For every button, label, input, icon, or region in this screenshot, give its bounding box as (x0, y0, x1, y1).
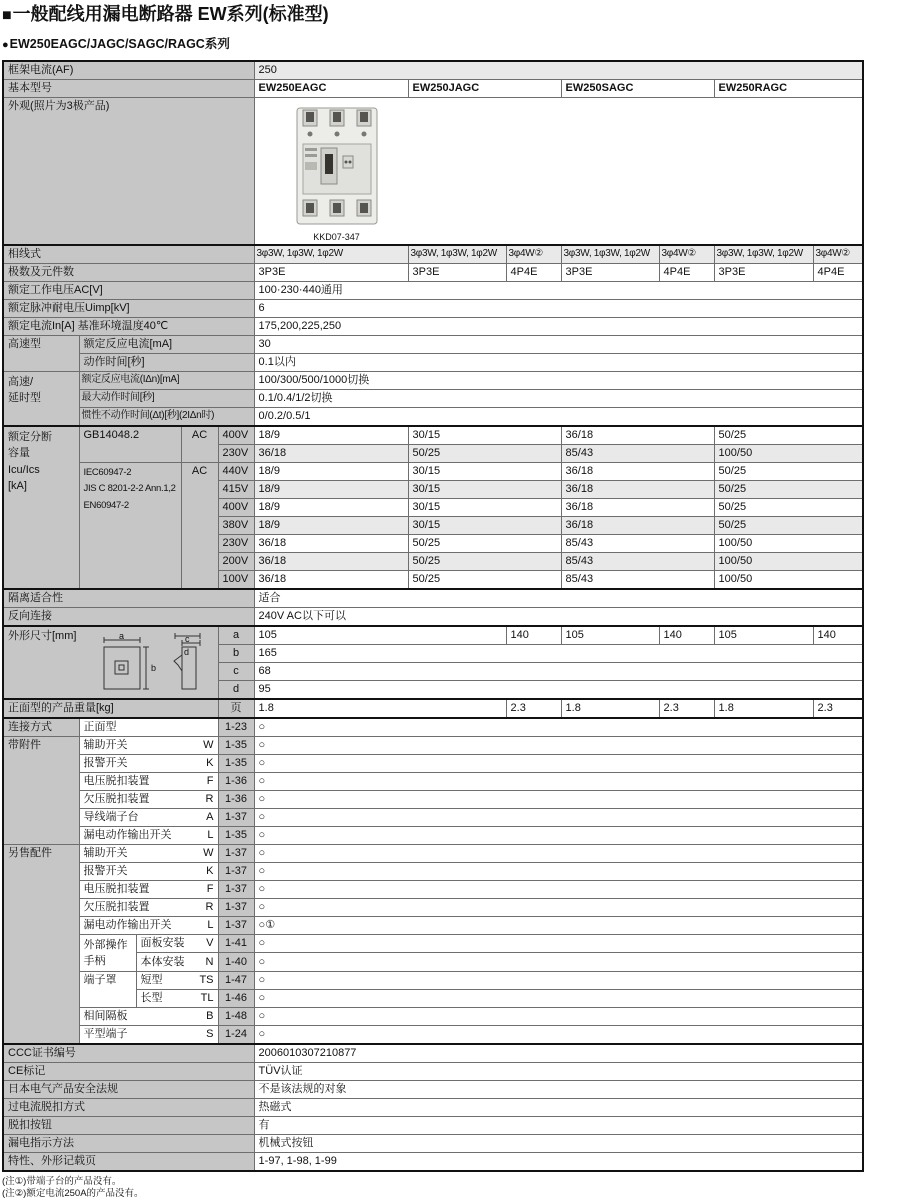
voltage-label: 415V (218, 480, 254, 498)
breaking-value: 36/18 (561, 480, 714, 498)
table-row (3, 826, 863, 844)
table-row (3, 1007, 863, 1025)
accessory-code: R (205, 900, 214, 913)
row-label: 反向连接 (3, 607, 254, 626)
spec-value: 0.1/0.4/1/2切换 (254, 389, 863, 407)
accessory-cell (79, 862, 218, 880)
availability-mark: ○ (254, 808, 863, 826)
model-name: EW250SAGC (561, 80, 714, 98)
accessory-name: 漏电动作输出开关 (83, 828, 172, 841)
row-label: 极数及元件数 (3, 263, 254, 281)
phase-value: 3φ3W, 1φ3W, 1φ2W (561, 245, 659, 264)
breaking-value: 85/43 (561, 534, 714, 552)
spec-value: 240V AC以下可以 (254, 607, 863, 626)
breaking-value: 36/18 (561, 516, 714, 534)
section-label (3, 371, 79, 426)
section-label-line: [kA] (8, 480, 27, 493)
section-label: 另售配件 (3, 844, 79, 1043)
current-type-label: AC (181, 426, 218, 463)
page-ref: 1-37 (218, 808, 254, 826)
voltage-label: 100V (218, 570, 254, 589)
accessory-cell (136, 953, 218, 971)
row-label: CCC证书编号 (3, 1044, 254, 1063)
table-row (3, 61, 863, 80)
availability-mark: ○ (254, 1007, 863, 1025)
page-ref: 1-46 (218, 989, 254, 1007)
dim-letter-label: b (218, 644, 254, 662)
availability-mark: ○ (254, 971, 863, 989)
row-label: 特性、外形记载页 (3, 1152, 254, 1171)
page-title-text: 一般配线用漏电断路器 EW系列(标准型) (12, 4, 329, 24)
table-row (3, 462, 863, 480)
accessory-name: 短型 (140, 973, 163, 986)
breaking-value: 30/15 (408, 426, 561, 445)
weight-value: 1.8 (561, 699, 659, 718)
availability-mark: ○ (254, 826, 863, 844)
dim-letter-d: d (183, 646, 189, 657)
weight-value: 1.8 (714, 699, 813, 718)
accessory-code: R (205, 792, 214, 805)
weight-value: 2.3 (813, 699, 863, 718)
accessory-name: 面板安装 (140, 937, 185, 950)
accessory-name: 辅助开关 (83, 846, 128, 859)
poles-value: 3P3E (714, 263, 813, 281)
accessory-cell (79, 1025, 218, 1044)
spec-value: 0.1以内 (254, 353, 863, 371)
table-row (3, 790, 863, 808)
spec-value: 有 (254, 1116, 863, 1134)
dim-letter-label: a (218, 626, 254, 645)
voltage-label: 440V (218, 462, 254, 480)
accessory-name: 正面型 (79, 718, 218, 737)
dim-letter-label: d (218, 680, 254, 699)
breaking-value: 30/15 (408, 480, 561, 498)
availability-mark: ○ (254, 754, 863, 772)
breaking-value: 85/43 (561, 570, 714, 589)
dim-value: 140 (659, 626, 714, 645)
circle-bullet-icon: ● (2, 39, 9, 51)
breaking-value: 50/25 (714, 498, 863, 516)
voltage-label: 400V (218, 426, 254, 445)
page-ref: 1-48 (218, 1007, 254, 1025)
accessory-group-label (79, 934, 136, 971)
spec-value: 机械式按钮 (254, 1134, 863, 1152)
breaking-value: 50/25 (714, 516, 863, 534)
row-label: 框架电流(AF) (3, 61, 254, 80)
accessory-group-line: 手柄 (83, 955, 106, 968)
section-label: 高速型 (3, 335, 79, 371)
availability-mark: ○ (254, 898, 863, 916)
breaking-value: 36/18 (254, 552, 408, 570)
row-label: 正面型的产品重量[kg] (3, 699, 218, 718)
accessory-code: W (203, 738, 214, 751)
poles-value: 3P3E (408, 263, 506, 281)
dim-value: 105 (254, 626, 506, 645)
availability-mark: ○ (254, 844, 863, 862)
spec-value: 不是该法规的对象 (254, 1080, 863, 1098)
page-ref: 1-40 (218, 953, 254, 971)
accessory-code: S (206, 1027, 214, 1040)
accessory-name: 欠压脱扣装置 (83, 792, 150, 805)
breaking-value: 30/15 (408, 498, 561, 516)
accessory-cell (79, 916, 218, 934)
spec-value: 100·230·440通用 (254, 281, 863, 299)
accessory-cell (136, 971, 218, 989)
page-ref: 1-36 (218, 772, 254, 790)
section-label: 连接方式 (3, 718, 79, 737)
breaking-value: 85/43 (561, 444, 714, 462)
accessory-cell (79, 754, 218, 772)
table-row (3, 353, 863, 371)
page-ref: 1-36 (218, 790, 254, 808)
footnote-1: (注①)带端子台的产品没有。 (2, 1175, 122, 1187)
accessory-code: W (203, 846, 214, 859)
table-row (3, 317, 863, 335)
phase-value: 3φ3W, 1φ3W, 1φ2W (254, 245, 408, 264)
accessory-name: 平型端子 (83, 1027, 128, 1040)
model-name: EW250EAGC (254, 80, 408, 98)
breaking-value: 36/18 (561, 426, 714, 445)
dimensions-label-cell (3, 626, 218, 699)
row-label: 外形尺寸[mm] (8, 629, 77, 642)
weight-value: 2.3 (659, 699, 714, 718)
accessory-code: V (206, 937, 214, 950)
accessory-code: A (206, 810, 214, 823)
voltage-label: 400V (218, 498, 254, 516)
standard-label: GB14048.2 (79, 426, 181, 463)
table-row (3, 1025, 863, 1044)
accessory-name: 电压脱扣装置 (83, 882, 150, 895)
dim-value: 68 (254, 662, 863, 680)
dim-value: 95 (254, 680, 863, 699)
series-subtitle-text: EW250EAGC/JAGC/SAGC/RAGC系列 (9, 37, 230, 51)
standard-label (79, 462, 181, 589)
row-label: 最大动作时间[秒] (79, 389, 254, 407)
spec-table (2, 60, 864, 1172)
section-label-line: Icu/Ics (8, 463, 40, 476)
table-row (3, 299, 863, 317)
breaking-value: 100/50 (714, 552, 863, 570)
spec-value: 2006010307210877 (254, 1044, 863, 1063)
poles-value: 3P3E (561, 263, 659, 281)
table-row (3, 934, 863, 952)
photo-caption: KKD07-347 (313, 232, 360, 243)
row-label: 额定脉冲耐电压Uimp[kV] (3, 299, 254, 317)
table-row (3, 862, 863, 880)
page-ref: 1-35 (218, 754, 254, 772)
availability-mark: ○ (254, 736, 863, 754)
accessory-group-label: 端子罩 (79, 971, 136, 1007)
breaking-value: 30/15 (408, 516, 561, 534)
weight-value: 2.3 (506, 699, 561, 718)
row-label: 外观(照片为3极产品) (3, 98, 254, 245)
footnotes (2, 1176, 900, 1200)
page-ref: 1-37 (218, 916, 254, 934)
page-ref: 1-37 (218, 880, 254, 898)
square-bullet-icon: ■ (2, 7, 12, 24)
model-name: EW250JAGC (408, 80, 561, 98)
page-ref: 1-35 (218, 826, 254, 844)
page-ref: 1-41 (218, 934, 254, 952)
row-label: 额定电流In[A] 基准环境温度40℃ (3, 317, 254, 335)
accessory-name: 欠压脱扣装置 (83, 900, 150, 913)
availability-mark: ○ (254, 880, 863, 898)
accessory-code: N (205, 955, 214, 968)
phase-value: 3φ4W② (659, 245, 714, 264)
product-photo (295, 106, 379, 226)
spec-value: 250 (254, 61, 863, 80)
breaking-value: 18/9 (254, 480, 408, 498)
accessory-cell (79, 808, 218, 826)
table-row (3, 898, 863, 916)
availability-mark: ○ (254, 772, 863, 790)
table-row (3, 1062, 863, 1080)
page-ref: 1-37 (218, 844, 254, 862)
breaking-value: 50/25 (408, 552, 561, 570)
table-row (3, 718, 863, 737)
table-row (3, 626, 863, 645)
row-label: 日本电气产品安全法规 (3, 1080, 254, 1098)
appearance-cell (254, 98, 863, 245)
accessory-cell (79, 880, 218, 898)
table-row (3, 736, 863, 754)
table-row (3, 607, 863, 626)
breaking-value: 100/50 (714, 534, 863, 552)
page-ref: 1-47 (218, 971, 254, 989)
model-name: EW250RAGC (714, 80, 863, 98)
breaking-value: 50/25 (408, 570, 561, 589)
table-row (3, 589, 863, 608)
availability-mark: ○ (254, 934, 863, 952)
breaking-value: 30/15 (408, 462, 561, 480)
breaking-value: 50/25 (714, 480, 863, 498)
spec-value: 6 (254, 299, 863, 317)
table-row (3, 808, 863, 826)
page-ref: 1-35 (218, 736, 254, 754)
breaking-value: 18/9 (254, 426, 408, 445)
table-row (3, 426, 863, 445)
table-row (3, 1080, 863, 1098)
page-title (2, 2, 900, 28)
phase-value: 3φ3W, 1φ3W, 1φ2W (408, 245, 506, 264)
availability-mark: ○ (254, 1025, 863, 1044)
dim-value: 105 (561, 626, 659, 645)
table-row (3, 98, 863, 245)
breaking-value: 50/25 (408, 444, 561, 462)
section-label-line: 高速/ (8, 375, 34, 388)
table-row (3, 1152, 863, 1171)
poles-value: 3P3E (254, 263, 408, 281)
accessory-cell (136, 989, 218, 1007)
page-ref: 1-37 (218, 898, 254, 916)
phase-value: 3φ4W② (506, 245, 561, 264)
availability-mark: ○ (254, 862, 863, 880)
breaking-value: 18/9 (254, 462, 408, 480)
spec-value: 适合 (254, 589, 863, 608)
accessory-name: 相间隔板 (83, 1009, 128, 1022)
table-row (3, 699, 863, 718)
dim-letter-label: c (218, 662, 254, 680)
spec-value: 175,200,225,250 (254, 317, 863, 335)
row-label: 相线式 (3, 245, 254, 264)
accessory-cell (79, 1007, 218, 1025)
row-label: 漏电指示方法 (3, 1134, 254, 1152)
availability-mark: ○ (254, 989, 863, 1007)
accessory-code: B (206, 1009, 214, 1022)
table-row (3, 407, 863, 426)
accessory-code: F (206, 882, 214, 895)
availability-mark: ○① (254, 916, 863, 934)
table-row (3, 772, 863, 790)
accessory-code: TL (200, 991, 214, 1004)
standard-line: EN60947-2 (83, 499, 129, 511)
page-column-header: 页 (218, 699, 254, 718)
row-label: 基本型号 (3, 80, 254, 98)
breaking-value: 18/9 (254, 516, 408, 534)
series-subtitle (2, 36, 900, 53)
row-label: 脱扣按钮 (3, 1116, 254, 1134)
accessory-cell (79, 790, 218, 808)
voltage-label: 200V (218, 552, 254, 570)
availability-mark: ○ (254, 790, 863, 808)
poles-value: 4P4E (506, 263, 561, 281)
standard-line: JIS C 8201-2-2 Ann.1,2 (83, 483, 176, 495)
breaking-value: 100/50 (714, 570, 863, 589)
section-label (3, 426, 79, 589)
footnote-2: (注②)额定电流250A的产品没有。 (2, 1187, 144, 1199)
voltage-label: 230V (218, 444, 254, 462)
breaking-value: 100/50 (714, 444, 863, 462)
accessory-name: 辅助开关 (83, 738, 128, 751)
table-row (3, 245, 863, 264)
row-label: CE标记 (3, 1062, 254, 1080)
table-row (3, 1116, 863, 1134)
accessory-cell (79, 736, 218, 754)
accessory-cell (79, 826, 218, 844)
phase-value: 3φ3W, 1φ3W, 1φ2W (714, 245, 813, 264)
poles-value: 4P4E (813, 263, 863, 281)
page-ref: 1-23 (218, 718, 254, 737)
page-ref: 1-37 (218, 862, 254, 880)
breaking-value: 36/18 (561, 462, 714, 480)
dimension-diagram (82, 631, 214, 693)
breaking-value: 18/9 (254, 498, 408, 516)
row-label: 额定工作电压AC[V] (3, 281, 254, 299)
row-label: 额定反应电流(IΔn)[mA] (79, 371, 254, 389)
table-row (3, 281, 863, 299)
section-label-line: 延时型 (8, 392, 41, 405)
spec-value: 30 (254, 335, 863, 353)
row-label: 惯性不动作时间(Δt)[秒](2IΔn时) (79, 407, 254, 426)
table-row (3, 754, 863, 772)
table-row (3, 263, 863, 281)
row-label: 隔离适合性 (3, 589, 254, 608)
accessory-name: 漏电动作输出开关 (83, 918, 172, 931)
accessory-code: L (207, 918, 214, 931)
dim-letter-c: c (184, 633, 189, 644)
standard-line: IEC60947-2 (83, 466, 132, 478)
row-label: 额定反应电流[mA] (79, 335, 254, 353)
breaking-value: 36/18 (254, 534, 408, 552)
accessory-code: K (206, 756, 214, 769)
breaking-value: 36/18 (561, 498, 714, 516)
section-label: 带附件 (3, 736, 79, 844)
table-row (3, 371, 863, 389)
availability-mark: ○ (254, 953, 863, 971)
accessory-code: K (206, 864, 214, 877)
breaking-value: 36/18 (254, 570, 408, 589)
row-label: 动作时间[秒] (79, 353, 254, 371)
dim-value: 140 (813, 626, 863, 645)
dim-value: 165 (254, 644, 863, 662)
voltage-label: 230V (218, 534, 254, 552)
accessory-name: 电压脱扣装置 (83, 774, 150, 787)
accessory-cell (79, 772, 218, 790)
accessory-code: L (207, 828, 214, 841)
spec-value: 1-97, 1-98, 1-99 (254, 1152, 863, 1171)
table-row (3, 1044, 863, 1063)
accessory-cell (79, 844, 218, 862)
accessory-name: 导线端子台 (83, 810, 139, 823)
section-label-line: 容量 (8, 447, 30, 460)
accessory-name: 报警开关 (83, 756, 128, 769)
table-row (3, 1098, 863, 1116)
table-row (3, 1134, 863, 1152)
spec-value: 热磁式 (254, 1098, 863, 1116)
section-label-line: 额定分断 (8, 430, 52, 443)
table-row (3, 971, 863, 989)
accessory-cell (79, 898, 218, 916)
table-row (3, 844, 863, 862)
weight-value: 1.8 (254, 699, 506, 718)
accessory-name: 长型 (140, 991, 163, 1004)
phase-value: 3φ4W② (813, 245, 863, 264)
row-label: 过电流脱扣方式 (3, 1098, 254, 1116)
breaking-value: 85/43 (561, 552, 714, 570)
breaking-value: 50/25 (714, 426, 863, 445)
breaking-value: 50/25 (714, 462, 863, 480)
accessory-name: 本体安装 (140, 955, 185, 968)
table-row (3, 80, 863, 98)
table-row (3, 916, 863, 934)
dim-value: 140 (506, 626, 561, 645)
accessory-code: F (206, 774, 214, 787)
breaking-value: 50/25 (408, 534, 561, 552)
accessory-group-line: 外部操作 (83, 938, 128, 951)
dim-letter-b: b (150, 662, 156, 673)
table-row (3, 389, 863, 407)
dim-letter-a: a (118, 630, 124, 641)
table-row (3, 335, 863, 353)
current-type-label: AC (181, 462, 218, 589)
spec-value: TÜV认证 (254, 1062, 863, 1080)
dim-value: 105 (714, 626, 813, 645)
breaking-value: 36/18 (254, 444, 408, 462)
voltage-label: 380V (218, 516, 254, 534)
page-ref: 1-24 (218, 1025, 254, 1044)
poles-value: 4P4E (659, 263, 714, 281)
table-row (3, 880, 863, 898)
accessory-name: 报警开关 (83, 864, 128, 877)
accessory-code: TS (199, 973, 214, 986)
availability-mark: ○ (254, 718, 863, 737)
accessory-cell (136, 934, 218, 952)
spec-value: 0/0.2/0.5/1 (254, 407, 863, 426)
spec-value: 100/300/500/1000切换 (254, 371, 863, 389)
